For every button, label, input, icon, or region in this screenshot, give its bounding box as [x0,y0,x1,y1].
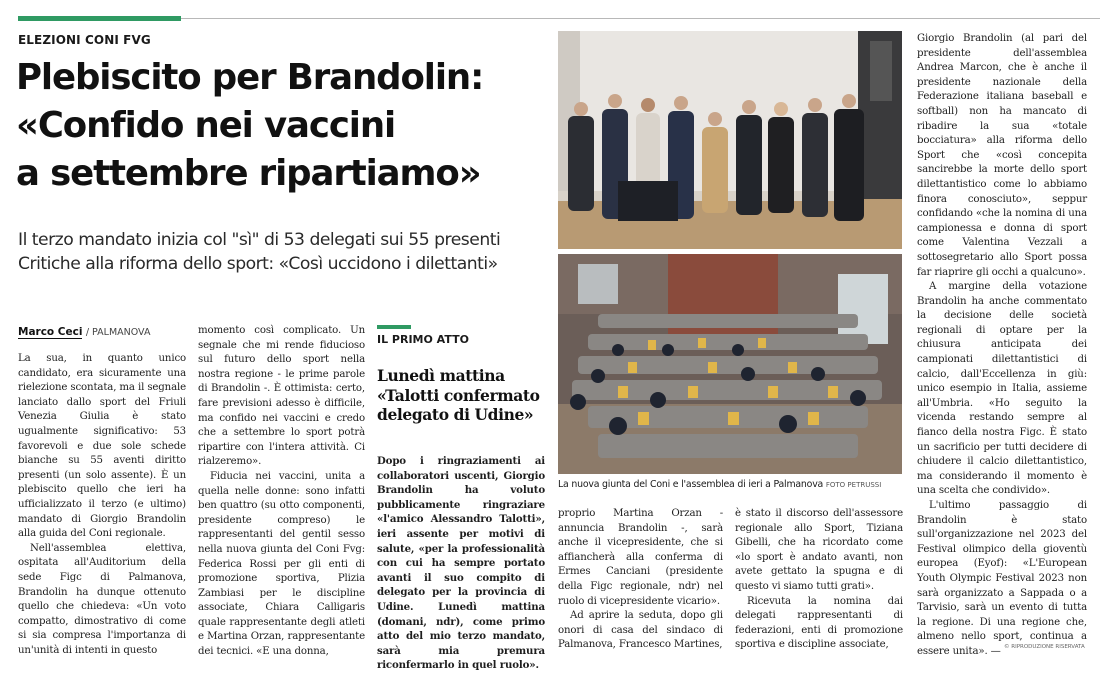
subtitle [18,228,563,276]
article-column-2 [198,324,365,658]
box-text-column [377,454,545,672]
photo-assemblea-illustration [558,254,902,474]
article-column-1 [18,352,186,656]
subtitle-line-2: Critiche alla riforma dello sport: «Così uccidono i dilettanti» [18,254,498,274]
paragraph: A margine della votazione Brandolin ha anche commentato la decisione delle società regionali di optare per la chiusura anticipata dei campionati dilettantistici di calcio, dall'Eccellenza in giù: unico esempio in Italia, assieme all'Umbria. «Ho seguito la vicenda restando sempre al fianco della nostra Figc. È stato un sacrificio per tutti decidere di chiudere il calcio dilettantistico, ma considerando il momento è una scelta che condivido». [917,281,1087,497]
headline-line-2: «Confido nei vaccini [16,105,396,146]
paragraph: Giorgio Brandolin (al pari del presidente dell'assemblea Andrea Marcon, che è anche il presidente nazionale della Federazione italiana baseball e softball) non ha mancato di ribadire la sua «totale bocciatura» alla riforma dello Sport che «così concepita sancirebbe la morte dello sport dilettantistico come lo abbiamo finora conosciuto», seppur confidando «che la nomina di una campionessa e donna di sport come Valentina Vezzali a sottosegretario allo Sport possa far riaprire gli occhi a qualcuno». [917,33,1087,278]
section-label: ELEZIONI CONI FVG [18,33,151,47]
paragraph: proprio Martina Orzan - annuncia Brandolin -, sarà anche il vicepresidente, che si affiancherà alla conferma di Ermes Canciani (presidente della Figc regionale, ndr) nel ruolo di vicepresidente vicario». [558,508,723,607]
headline-line-3: a settembre ripartiamo» [16,153,481,194]
box-title [377,366,549,425]
headline-line-1: Plebiscito per Brandolin: [16,57,484,98]
paragraph: La sua, in quanto unico candidato, era sicuramente una rielezione scontata, ma il segnale lanciato dallo sport del Friuli Venezia Giulia è stato ugualmente significativo: 53 favorevoli e due sole schede bianche su 55 aventi diritto presenti (un solo assente). È un plebiscito quello che ieri ha ufficializzato il terzo (e ultimo) mandato di Giorgio Brandolin alla guida del Coni regionale. [18,353,186,540]
box-accent-bar [377,325,411,329]
byline [18,326,150,338]
paragraph: Ricevuta la nomina dai delegati rappresentanti di federazioni, enti di promozione sportiva e discipline associate, [735,595,903,651]
paragraph: L'ultimo passaggio di Brandolin è stato sull'organizzazione nel 2023 del Festival olimpico della gioventù europea (Eyof): «L'European Youth Olympic Festival 2023 non sarà organizzato a Sappada o a Tarvisio, sarà un evento di tutta la regione. Di una regione che, almeno nello sport, continua a essere unita». — [917,500,1087,657]
caption-text: La nuova giunta del Coni e l'assemblea di ieri a Palmanova [558,479,824,490]
article-column-4 [558,507,723,650]
section-accent-bar [18,16,181,21]
article-column-5 [735,507,903,650]
photo-giunta-illustration [558,31,902,249]
paragraph: Nell'assemblea elettiva, ospitata all'Auditorium della sede Figc di Palmanova, Brandolin ha dunque ottenuto quello che chiedeva: «Un voto compatto, dimostrativo di come si sia compresa l'importanza di un'unità di intenti in questo [18,542,186,656]
byline-author: Marco Ceci [18,326,83,338]
box-title-line-1: Lunedì mattina [377,366,505,385]
paragraph: Ad aprire la seduta, dopo gli onori di casa del sindaco di Palmanova, Francesco Martines, [558,610,723,651]
photo-giunta [558,31,902,249]
caption-credit: FOTO PETRUSSI [825,481,882,489]
photo-caption [558,479,902,490]
photo-assemblea [558,254,902,474]
box-title-line-2: «Talotti confermato [377,385,540,405]
paragraph: Fiducia nei vaccini, unita a quella nelle donne: sono infatti ben quattro (su otto componenti, presidente compreso) le rappresentanti del gentil sesso nella nuova giunta del Coni Fvg: Federica Rossi per gli enti di promozione sportiva, Plizia Zambiasi per le discipline associate, Chiara Calligaris quale rappresentante degli atleti e Martina Orzan, rappresentante dei tecnici. «E una donna, [198,470,365,658]
copyright-notice: © RIPRODUZIONE RISERVATA [1004,644,1085,650]
box-text: Dopo i ringraziamenti ai collaboratori uscenti, Giorgio Brandolin ha voluto pubblicamente ringraziare «l'amico Alessandro Talotti», ieri assente per motivi di salute, «per la professionalità con cui ha sempre portato avanti il suo compito di delegato per la provincia di Udine. Lunedì mattina (domani, ndr), come primo atto del mio terzo mandato, sarà mia premura riconfermarlo in quel ruolo». [377,455,545,672]
paragraph: è stato il discorso dell'assessore regionale allo Sport, Tiziana Gibelli, che ha ricordato come «lo sport è andato avanti, non avete gettato la spugna e di questo vi siamo tutti grati». [735,508,903,592]
subtitle-line-1: Il terzo mandato inizia col "sì" di 53 delegati sui 55 presenti [18,230,501,250]
paragraph: momento così complicato. Un segnale che mi rende fiducioso sul futuro dello sport nella nostra regione - le prime parole di Brandolin -. È ottimista: certo, fare previsioni adesso è difficile, ma confido nei vaccini e credo che a settembre lo sport potrà ripartire con l'intera attività. Ci rialzeremo». [198,325,365,468]
box-title-line-3: delegato di Udine» [377,405,534,424]
box-label: IL PRIMO ATTO [377,333,469,346]
byline-place: / PALMANOVA [85,327,151,338]
headline [16,54,556,198]
